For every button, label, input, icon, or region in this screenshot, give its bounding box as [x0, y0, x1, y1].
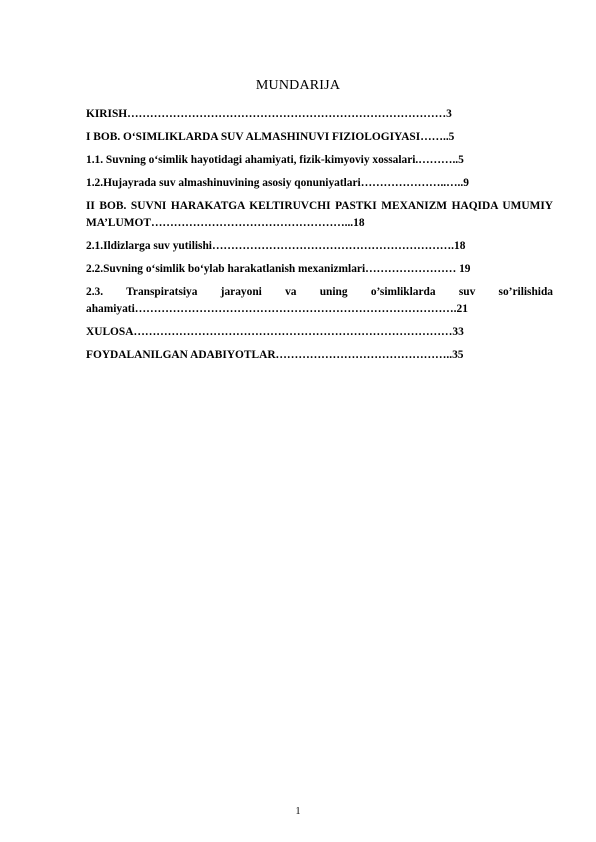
toc-entry-kirish: KIRISH…………………………………………………………………………3: [86, 108, 452, 120]
toc-entry-chapter-2: II BOB. SUVNI HARAKATGA KELTIRUVCHI PASTKI MEXANIZM HAQIDA UMUMIY MA’LUMOT……………………………………………...18: [86, 200, 553, 229]
page-title: MUNDARIJA: [255, 78, 341, 93]
toc-entry-chapter-1: I BOB. O‘SIMLIKLARDA SUV ALMASHINUVI FIZIOLOGIYASI……..5: [86, 131, 455, 143]
toc-entry-adabiyotlar: FOYDALANILGAN ADABIYOTLAR………………………………………..35: [86, 349, 464, 361]
page-number: 1: [295, 806, 301, 817]
toc-entry-2-3: 2.3. Transpiratsiya jarayoni va uning o’simliklarda suv so’rilishida ahamiyati………………………………………………………………………….21: [86, 286, 553, 315]
table-of-contents: [86, 106, 553, 370]
toc-entry-2-2: 2.2.Suvning o‘simlik bo‘ylab harakatlanish mexanizmlari…………………… 19: [86, 263, 471, 275]
toc-entry-1-1: 1.1. Suvning o‘simlik hayotidagi ahamiyati, fizik-kimyoviy xossalari.………..5: [86, 154, 464, 166]
toc-entry-1-2: 1.2.Hujayrada suv almashinuvining asosiy qonuniyatlari…………………..…..9: [86, 177, 469, 189]
toc-entry-2-1: 2.1.Ildizlarga suv yutilishi……………………………………………………….18: [86, 240, 466, 252]
toc-entry-xulosa: XULOSA…………………………………………………………………………33: [86, 326, 464, 338]
